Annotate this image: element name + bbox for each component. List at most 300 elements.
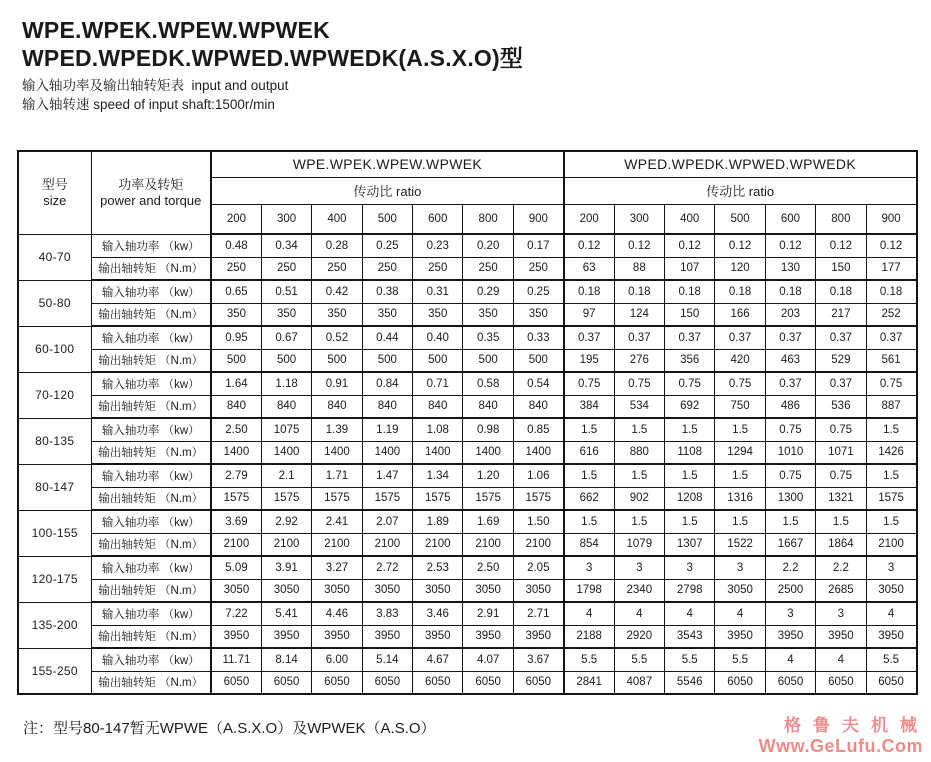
- torque-value-cell: 1798: [564, 579, 614, 602]
- power-value-cell: 0.12: [614, 234, 664, 257]
- power-row: [18, 648, 917, 671]
- torque-value-cell: 350: [312, 303, 362, 326]
- row-label-input-power: 输入轴功率 （kw）: [91, 464, 211, 487]
- power-value-cell: 0.17: [513, 234, 563, 257]
- power-value-cell: 4.46: [312, 602, 362, 625]
- power-value-cell: 2.91: [463, 602, 513, 625]
- size-label: 60-100: [18, 326, 91, 372]
- power-value-cell: 1.47: [362, 464, 412, 487]
- power-value-cell: 1.34: [413, 464, 463, 487]
- power-value-cell: 1.5: [866, 418, 916, 441]
- torque-value-cell: 2340: [614, 579, 664, 602]
- power-value-cell: 4.67: [413, 648, 463, 671]
- power-value-cell: 0.54: [513, 372, 563, 395]
- torque-value-cell: 6050: [261, 671, 311, 694]
- torque-value-cell: 840: [362, 395, 412, 418]
- power-value-cell: 1.89: [413, 510, 463, 533]
- torque-value-cell: 5546: [665, 671, 715, 694]
- torque-value-cell: 2841: [564, 671, 614, 694]
- torque-value-cell: 2500: [765, 579, 815, 602]
- power-value-cell: 1.64: [211, 372, 261, 395]
- power-value-cell: 2.2: [816, 556, 866, 579]
- torque-value-cell: 3050: [312, 579, 362, 602]
- row-label-output-torque: 输出轴转矩 （N.m）: [91, 533, 211, 556]
- torque-value-cell: 840: [211, 395, 261, 418]
- power-value-cell: 1.5: [564, 510, 614, 533]
- torque-value-cell: 3950: [765, 625, 815, 648]
- ratio-value: 900: [513, 204, 563, 234]
- power-value-cell: 5.14: [362, 648, 412, 671]
- torque-value-cell: 124: [614, 303, 664, 326]
- torque-value-cell: 1321: [816, 487, 866, 510]
- ratio-value: 500: [715, 204, 765, 234]
- torque-value-cell: 250: [312, 257, 362, 280]
- torque-value-cell: 177: [866, 257, 916, 280]
- power-value-cell: 0.25: [513, 280, 563, 303]
- row-label-output-torque: 输出轴转矩 （N.m）: [91, 671, 211, 694]
- power-value-cell: 5.5: [665, 648, 715, 671]
- row-label-input-power: 输入轴功率 （kw）: [91, 510, 211, 533]
- size-label: 40-70: [18, 234, 91, 280]
- power-value-cell: 11.71: [211, 648, 261, 671]
- torque-value-cell: 500: [312, 349, 362, 372]
- torque-value-cell: 1575: [211, 487, 261, 510]
- torque-value-cell: 854: [564, 533, 614, 556]
- power-value-cell: 1.5: [665, 464, 715, 487]
- subtitle-input-speed: 输入轴转速 speed of input shaft:1500r/min: [22, 97, 275, 112]
- torque-value-cell: 250: [463, 257, 513, 280]
- torque-value-cell: 1400: [312, 441, 362, 464]
- torque-value-cell: 3050: [715, 579, 765, 602]
- row-label-input-power: 输入轴功率 （kw）: [91, 280, 211, 303]
- power-value-cell: 2.92: [261, 510, 311, 533]
- torque-value-cell: 3050: [463, 579, 513, 602]
- power-value-cell: 1075: [261, 418, 311, 441]
- torque-value-cell: 3950: [715, 625, 765, 648]
- power-value-cell: 0.75: [816, 418, 866, 441]
- torque-value-cell: 463: [765, 349, 815, 372]
- power-value-cell: 0.85: [513, 418, 563, 441]
- torque-value-cell: 3050: [362, 579, 412, 602]
- power-value-cell: 0.18: [866, 280, 916, 303]
- torque-value-cell: 1300: [765, 487, 815, 510]
- torque-value-cell: 1307: [665, 533, 715, 556]
- torque-value-cell: 1522: [715, 533, 765, 556]
- power-value-cell: 3: [765, 602, 815, 625]
- power-value-cell: 1.5: [765, 510, 815, 533]
- torque-value-cell: 420: [715, 349, 765, 372]
- ratio-value: 200: [564, 204, 614, 234]
- power-value-cell: 0.37: [866, 326, 916, 349]
- torque-value-cell: 6050: [211, 671, 261, 694]
- power-value-cell: 2.07: [362, 510, 412, 533]
- group-title-wped: WPED.WPEDK.WPWED.WPWEDK: [564, 151, 917, 177]
- torque-value-cell: 1575: [513, 487, 563, 510]
- torque-value-cell: 3543: [665, 625, 715, 648]
- power-value-cell: 5.41: [261, 602, 311, 625]
- power-value-cell: 0.12: [665, 234, 715, 257]
- power-value-cell: 0.37: [715, 326, 765, 349]
- power-row: [18, 602, 917, 625]
- torque-value-cell: 350: [463, 303, 513, 326]
- row-label-output-torque: 输出轴转矩 （N.m）: [91, 257, 211, 280]
- power-value-cell: 4: [866, 602, 916, 625]
- torque-value-cell: 500: [413, 349, 463, 372]
- power-value-cell: 0.37: [614, 326, 664, 349]
- torque-value-cell: 2920: [614, 625, 664, 648]
- power-value-cell: 2.53: [413, 556, 463, 579]
- power-value-cell: 0.75: [816, 464, 866, 487]
- power-row: [18, 464, 917, 487]
- power-value-cell: 1.5: [665, 510, 715, 533]
- torque-value-cell: 166: [715, 303, 765, 326]
- power-value-cell: 0.33: [513, 326, 563, 349]
- torque-value-cell: 150: [816, 257, 866, 280]
- power-value-cell: 0.38: [362, 280, 412, 303]
- torque-value-cell: 350: [261, 303, 311, 326]
- subtitle-block: [22, 76, 931, 114]
- power-value-cell: 1.18: [261, 372, 311, 395]
- power-value-cell: 0.37: [816, 326, 866, 349]
- power-value-cell: 0.18: [765, 280, 815, 303]
- torque-value-cell: 902: [614, 487, 664, 510]
- torque-value-cell: 2100: [513, 533, 563, 556]
- torque-value-cell: 250: [413, 257, 463, 280]
- power-value-cell: 1.5: [614, 418, 664, 441]
- torque-value-cell: 6050: [312, 671, 362, 694]
- torque-value-cell: 350: [513, 303, 563, 326]
- power-value-cell: 0.31: [413, 280, 463, 303]
- spec-table-body: [18, 234, 917, 694]
- power-value-cell: 0.37: [816, 372, 866, 395]
- torque-value-cell: 1575: [312, 487, 362, 510]
- row-label-output-torque: 输出轴转矩 （N.m）: [91, 625, 211, 648]
- power-value-cell: 2.41: [312, 510, 362, 533]
- torque-value-cell: 276: [614, 349, 664, 372]
- torque-value-cell: 6050: [866, 671, 916, 694]
- size-label: 70-120: [18, 372, 91, 418]
- torque-value-cell: 250: [362, 257, 412, 280]
- torque-value-cell: 840: [413, 395, 463, 418]
- power-value-cell: 1.5: [564, 418, 614, 441]
- power-value-cell: 0.12: [564, 234, 614, 257]
- size-header-zh: 型号: [41, 176, 68, 192]
- row-label-input-power: 输入轴功率 （kw）: [91, 648, 211, 671]
- power-value-cell: 0.48: [211, 234, 261, 257]
- torque-value-cell: 1667: [765, 533, 815, 556]
- torque-value-cell: 2100: [362, 533, 412, 556]
- row-label-output-torque: 输出轴转矩 （N.m）: [91, 349, 211, 372]
- watermark-brand-zh: 格鲁夫机械: [784, 716, 929, 735]
- torque-value-cell: 3950: [312, 625, 362, 648]
- size-column-header: [18, 151, 91, 234]
- row-label-input-power: 输入轴功率 （kw）: [91, 602, 211, 625]
- torque-value-cell: 3950: [513, 625, 563, 648]
- size-label: 135-200: [18, 602, 91, 648]
- torque-value-cell: 350: [362, 303, 412, 326]
- torque-value-cell: 350: [413, 303, 463, 326]
- torque-value-cell: 2100: [211, 533, 261, 556]
- torque-value-cell: 1575: [463, 487, 513, 510]
- size-label: 50-80: [18, 280, 91, 326]
- torque-value-cell: 500: [513, 349, 563, 372]
- ratio-value: 400: [665, 204, 715, 234]
- torque-value-cell: 536: [816, 395, 866, 418]
- torque-value-cell: 3050: [866, 579, 916, 602]
- power-value-cell: 3: [816, 602, 866, 625]
- torque-value-cell: 6050: [513, 671, 563, 694]
- power-value-cell: 4.07: [463, 648, 513, 671]
- power-header-en: power and torque: [100, 192, 202, 208]
- power-value-cell: 0.84: [362, 372, 412, 395]
- torque-value-cell: 6050: [816, 671, 866, 694]
- power-value-cell: 0.75: [665, 372, 715, 395]
- power-value-cell: 0.29: [463, 280, 513, 303]
- row-label-input-power: 输入轴功率 （kw）: [91, 556, 211, 579]
- torque-row: [18, 625, 917, 648]
- ratio-value: 600: [765, 204, 815, 234]
- power-value-cell: 0.25: [362, 234, 412, 257]
- torque-value-cell: 887: [866, 395, 916, 418]
- power-value-cell: 1.39: [312, 418, 362, 441]
- power-value-cell: 1.20: [463, 464, 513, 487]
- torque-value-cell: 840: [513, 395, 563, 418]
- torque-value-cell: 120: [715, 257, 765, 280]
- torque-row: [18, 303, 917, 326]
- power-value-cell: 3.83: [362, 602, 412, 625]
- power-value-cell: 3: [564, 556, 614, 579]
- power-row: [18, 326, 917, 349]
- power-value-cell: 4: [564, 602, 614, 625]
- ratio-value: 300: [614, 204, 664, 234]
- torque-value-cell: 6050: [362, 671, 412, 694]
- power-value-cell: 0.28: [312, 234, 362, 257]
- power-value-cell: 0.75: [765, 418, 815, 441]
- spec-table: [17, 150, 918, 695]
- group-title-row: [18, 151, 917, 177]
- power-value-cell: 2.1: [261, 464, 311, 487]
- torque-value-cell: 350: [211, 303, 261, 326]
- power-value-cell: 0.18: [715, 280, 765, 303]
- torque-row: [18, 533, 917, 556]
- power-value-cell: 5.5: [614, 648, 664, 671]
- power-value-cell: 0.37: [564, 326, 614, 349]
- power-value-cell: 1.5: [614, 510, 664, 533]
- torque-value-cell: 195: [564, 349, 614, 372]
- torque-value-cell: 3950: [413, 625, 463, 648]
- power-value-cell: 0.75: [614, 372, 664, 395]
- torque-value-cell: 1575: [261, 487, 311, 510]
- torque-value-cell: 2685: [816, 579, 866, 602]
- power-value-cell: 4: [665, 602, 715, 625]
- power-value-cell: 4: [765, 648, 815, 671]
- torque-row: [18, 579, 917, 602]
- torque-value-cell: 880: [614, 441, 664, 464]
- torque-value-cell: 500: [463, 349, 513, 372]
- title-line-1: WPE.WPEK.WPEW.WPWEK: [22, 17, 330, 43]
- power-value-cell: 0.71: [413, 372, 463, 395]
- torque-value-cell: 500: [261, 349, 311, 372]
- power-value-cell: 6.00: [312, 648, 362, 671]
- power-value-cell: 1.5: [715, 418, 765, 441]
- ratio-value: 400: [312, 204, 362, 234]
- torque-value-cell: 3950: [211, 625, 261, 648]
- torque-value-cell: 4087: [614, 671, 664, 694]
- power-value-cell: 3.91: [261, 556, 311, 579]
- power-value-cell: 0.18: [816, 280, 866, 303]
- power-row: [18, 418, 917, 441]
- torque-value-cell: 2100: [413, 533, 463, 556]
- torque-row: [18, 395, 917, 418]
- power-value-cell: 3.27: [312, 556, 362, 579]
- power-value-cell: 3.46: [413, 602, 463, 625]
- torque-value-cell: 107: [665, 257, 715, 280]
- row-label-output-torque: 输出轴转矩 （N.m）: [91, 487, 211, 510]
- size-label: 155-250: [18, 648, 91, 694]
- power-value-cell: 0.67: [261, 326, 311, 349]
- watermark: [758, 716, 929, 756]
- power-value-cell: 0.34: [261, 234, 311, 257]
- power-value-cell: 0.37: [765, 372, 815, 395]
- torque-value-cell: 217: [816, 303, 866, 326]
- power-value-cell: 0.58: [463, 372, 513, 395]
- torque-value-cell: 840: [463, 395, 513, 418]
- power-value-cell: 5.5: [715, 648, 765, 671]
- power-value-cell: 0.75: [715, 372, 765, 395]
- torque-value-cell: 2100: [261, 533, 311, 556]
- power-value-cell: 0.75: [765, 464, 815, 487]
- power-row: [18, 372, 917, 395]
- ratio-label-wped: 传动比 ratio: [564, 177, 917, 204]
- torque-value-cell: 2100: [312, 533, 362, 556]
- power-value-cell: 5.5: [564, 648, 614, 671]
- power-value-cell: 0.23: [413, 234, 463, 257]
- power-value-cell: 1.5: [665, 418, 715, 441]
- torque-value-cell: 6050: [715, 671, 765, 694]
- torque-value-cell: 1208: [665, 487, 715, 510]
- torque-value-cell: 1400: [413, 441, 463, 464]
- torque-value-cell: 6050: [765, 671, 815, 694]
- torque-value-cell: 3950: [866, 625, 916, 648]
- torque-value-cell: 662: [564, 487, 614, 510]
- torque-value-cell: 1864: [816, 533, 866, 556]
- torque-value-cell: 356: [665, 349, 715, 372]
- row-label-output-torque: 输出轴转矩 （N.m）: [91, 395, 211, 418]
- torque-value-cell: 63: [564, 257, 614, 280]
- torque-value-cell: 1316: [715, 487, 765, 510]
- torque-value-cell: 750: [715, 395, 765, 418]
- power-value-cell: 1.08: [413, 418, 463, 441]
- torque-row: [18, 441, 917, 464]
- torque-value-cell: 252: [866, 303, 916, 326]
- torque-value-cell: 561: [866, 349, 916, 372]
- torque-row: [18, 257, 917, 280]
- power-value-cell: 1.50: [513, 510, 563, 533]
- torque-value-cell: 3050: [513, 579, 563, 602]
- power-value-cell: 0.37: [765, 326, 815, 349]
- power-value-cell: 3: [614, 556, 664, 579]
- watermark-url: Www.GeLufu.Com: [758, 736, 923, 756]
- torque-value-cell: 6050: [463, 671, 513, 694]
- power-value-cell: 0.18: [614, 280, 664, 303]
- torque-value-cell: 130: [765, 257, 815, 280]
- torque-value-cell: 1294: [715, 441, 765, 464]
- size-label: 80-147: [18, 464, 91, 510]
- torque-value-cell: 203: [765, 303, 815, 326]
- power-value-cell: 0.12: [715, 234, 765, 257]
- torque-value-cell: 840: [261, 395, 311, 418]
- row-label-input-power: 输入轴功率 （kw）: [91, 372, 211, 395]
- row-label-output-torque: 输出轴转矩 （N.m）: [91, 441, 211, 464]
- ratio-value: 800: [816, 204, 866, 234]
- torque-value-cell: 384: [564, 395, 614, 418]
- power-value-cell: 0.98: [463, 418, 513, 441]
- torque-value-cell: 1426: [866, 441, 916, 464]
- power-value-cell: 0.91: [312, 372, 362, 395]
- power-header-zh: 功率及转矩: [118, 176, 184, 192]
- torque-value-cell: 1108: [665, 441, 715, 464]
- power-row: [18, 510, 917, 533]
- power-value-cell: 4: [614, 602, 664, 625]
- power-value-cell: 0.51: [261, 280, 311, 303]
- power-value-cell: 1.5: [816, 510, 866, 533]
- torque-value-cell: 1575: [413, 487, 463, 510]
- torque-value-cell: 6050: [413, 671, 463, 694]
- torque-value-cell: 500: [362, 349, 412, 372]
- torque-value-cell: 1400: [463, 441, 513, 464]
- power-value-cell: 0.35: [463, 326, 513, 349]
- row-label-output-torque: 输出轴转矩 （N.m）: [91, 579, 211, 602]
- ratio-value: 300: [261, 204, 311, 234]
- power-value-cell: 0.42: [312, 280, 362, 303]
- torque-value-cell: 150: [665, 303, 715, 326]
- torque-value-cell: 3050: [413, 579, 463, 602]
- power-value-cell: 2.71: [513, 602, 563, 625]
- power-value-cell: 2.50: [211, 418, 261, 441]
- torque-value-cell: 1079: [614, 533, 664, 556]
- torque-row: [18, 349, 917, 372]
- power-value-cell: 1.5: [715, 510, 765, 533]
- torque-value-cell: 88: [614, 257, 664, 280]
- torque-value-cell: 616: [564, 441, 614, 464]
- torque-value-cell: 1575: [362, 487, 412, 510]
- torque-value-cell: 1010: [765, 441, 815, 464]
- torque-value-cell: 529: [816, 349, 866, 372]
- torque-value-cell: 692: [665, 395, 715, 418]
- power-value-cell: 5.5: [866, 648, 916, 671]
- power-row: [18, 556, 917, 579]
- power-value-cell: 1.5: [866, 510, 916, 533]
- torque-row: [18, 487, 917, 510]
- torque-value-cell: 486: [765, 395, 815, 418]
- power-value-cell: 3.69: [211, 510, 261, 533]
- power-value-cell: 2.05: [513, 556, 563, 579]
- subtitle-input-output: 输入轴功率及输出轴转矩表 input and output: [22, 78, 289, 93]
- power-value-cell: 0.65: [211, 280, 261, 303]
- power-value-cell: 0.18: [564, 280, 614, 303]
- power-value-cell: 2.50: [463, 556, 513, 579]
- ratio-value: 600: [413, 204, 463, 234]
- torque-value-cell: 3950: [362, 625, 412, 648]
- power-value-cell: 3: [866, 556, 916, 579]
- power-value-cell: 3: [665, 556, 715, 579]
- power-value-cell: 0.75: [866, 372, 916, 395]
- ratio-value: 200: [211, 204, 261, 234]
- torque-value-cell: 2100: [866, 533, 916, 556]
- torque-value-cell: 1400: [261, 441, 311, 464]
- power-value-cell: 0.20: [463, 234, 513, 257]
- torque-value-cell: 3950: [816, 625, 866, 648]
